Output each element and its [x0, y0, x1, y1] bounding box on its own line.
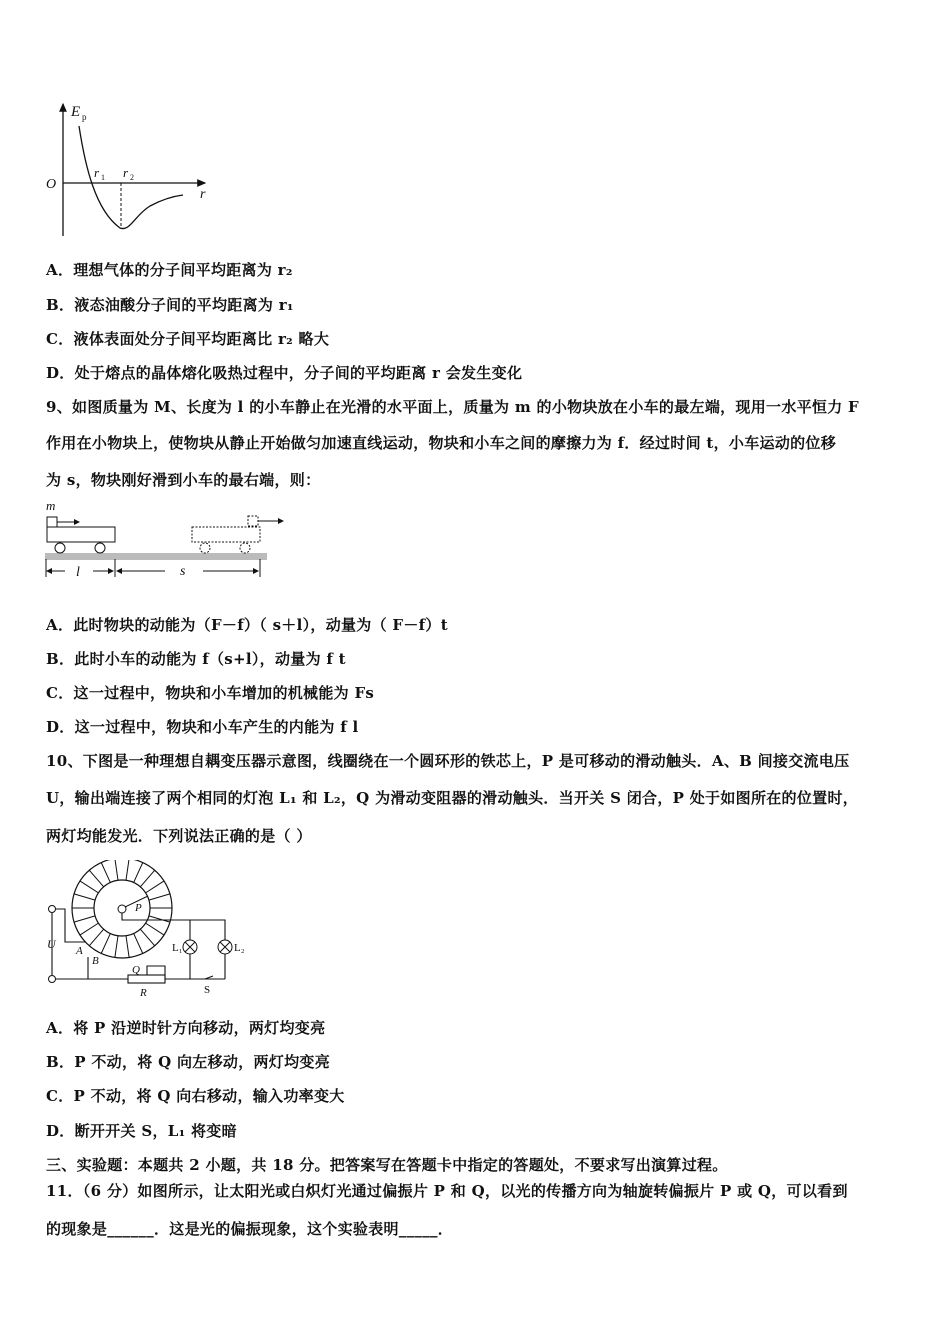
q10-option-c: C．P 不动，将 Q 向右移动，输入功率变大 — [46, 1087, 345, 1105]
potential-energy-graph — [30, 90, 230, 250]
block-start — [47, 517, 57, 527]
slider-p-label: P — [135, 902, 142, 914]
q9-option-d: D．这一过程中，物块和小车产生的内能为 f l — [46, 718, 359, 736]
r2-label: r — [123, 165, 129, 180]
coil-winding — [149, 916, 170, 922]
coil-winding — [149, 894, 170, 900]
block-end — [248, 516, 258, 526]
coil-winding — [140, 929, 154, 946]
autotransformer-diagram — [35, 860, 265, 1000]
coil-winding — [146, 881, 165, 893]
q8-option-d: D．处于熔点的晶体熔化吸热过程中，分子间的平均距离 r 会发生变化 — [46, 364, 523, 382]
r-axis-label: r — [200, 187, 206, 202]
coil-winding — [126, 860, 129, 880]
lamp-l1-label: L₁ — [172, 942, 183, 954]
coil-winding — [80, 923, 99, 935]
q8-option-b: B．液态油酸分子间的平均距离为 r₁ — [46, 296, 294, 314]
voltage-label: U — [47, 937, 56, 951]
coil-winding — [134, 863, 143, 883]
lamp-l2 — [218, 940, 232, 954]
terminal-b-label: B — [92, 955, 99, 967]
coil-winding — [140, 870, 154, 887]
coil-winding — [74, 894, 95, 900]
q9-stem-line-2: 作用在小物块上，使物块从静止开始做匀加速直线运动，物块和小车之间的摩擦力为 f．经过时间 t，小车运动的位移 — [46, 434, 837, 452]
q8-option-a: A．理想气体的分子间平均距离为 r₂ — [46, 261, 293, 279]
q9-option-c: C．这一过程中，物块和小车增加的机械能为 Fs — [46, 684, 375, 702]
r1-label: r — [94, 165, 100, 180]
coil-winding — [101, 933, 110, 953]
q11-stem-line-2: 的现象是______．这是光的偏振现象，这个实验表明_____． — [46, 1220, 454, 1238]
q9-stem-line-3: 为 s，物块刚好滑到小车的最右端，则： — [46, 471, 321, 489]
q10-option-b: B．P 不动，将 Q 向左移动，两灯均变亮 — [46, 1053, 330, 1071]
coil-winding — [115, 860, 118, 880]
length-label: l — [76, 565, 80, 580]
q9-option-a: A．此时物块的动能为（F－f）（ s＋l），动量为（ F－f）t — [46, 616, 448, 634]
lamp-l2-label: L₂ — [234, 942, 245, 954]
switch-label: S — [204, 984, 211, 996]
coil-winding — [74, 916, 95, 922]
q10-stem-line-3: 两灯均能发光．下列说法正确的是（ ） — [46, 827, 312, 845]
cart-diagram — [35, 495, 290, 585]
cart-start — [47, 527, 115, 542]
coil-winding — [89, 870, 103, 887]
coil-winding — [101, 863, 110, 883]
displacement-label: s — [180, 564, 186, 579]
ground — [45, 553, 267, 560]
resistor-label: R — [140, 987, 147, 999]
slider-q-label: Q — [132, 964, 140, 976]
q10-stem-line-2: U，输出端连接了两个相同的灯泡 L₁ 和 L₂，Q 为滑动变阻器的滑动触头．当开关 S 闭合，P 处于如图所在的位置时， — [46, 789, 859, 807]
q10-stem-line-1: 10、下图是一种理想自耦变压器示意图，线圈绕在一个圆环形的铁芯上，P 是可移动的滑动触头．A、B 间接交流电压 — [46, 752, 850, 770]
q9-option-b: B．此时小车的动能为 f（s+l），动量为 f t — [46, 650, 346, 668]
q10-option-a: A．将 P 沿逆时针方向移动，两灯均变亮 — [46, 1019, 326, 1037]
section-3-heading: 三、实验题：本题共 2 小题，共 18 分。把答案写在答题卡中指定的答题处，不要求写出演算过程。 — [46, 1156, 728, 1174]
coil-winding — [80, 881, 99, 893]
q10-option-d: D．断开开关 S，L₁ 将变暗 — [46, 1122, 237, 1140]
coil-winding — [115, 936, 118, 958]
ep-label: E — [71, 104, 81, 120]
coil-winding — [126, 936, 129, 958]
origin-label: O — [46, 177, 57, 192]
coil-winding — [146, 923, 165, 935]
cart-end — [192, 527, 260, 542]
coil-winding — [89, 929, 103, 946]
mass-label: m — [46, 498, 56, 513]
ep-sub: p — [82, 112, 87, 122]
terminal-a-label: A — [76, 945, 83, 957]
q11-stem-line-1: 11．（6 分）如图所示，让太阳光或白炽灯光通过偏振片 P 和 Q，以光的传播方向为轴旋转偏振片 P 或 Q，可以看到 — [46, 1182, 848, 1200]
q8-option-c: C．液体表面处分子间平均距离比 r₂ 略大 — [46, 330, 330, 348]
r1-sub: 1 — [101, 173, 105, 182]
r2-sub: 2 — [130, 173, 134, 182]
coil-winding — [134, 933, 143, 953]
lamp-l1 — [183, 940, 197, 954]
q9-stem-line-1: 9、如图质量为 M、长度为 l 的小车静止在光滑的水平面上，质量为 m 的小物块放在小车的最左端，现用一水平恒力 F — [46, 398, 859, 416]
